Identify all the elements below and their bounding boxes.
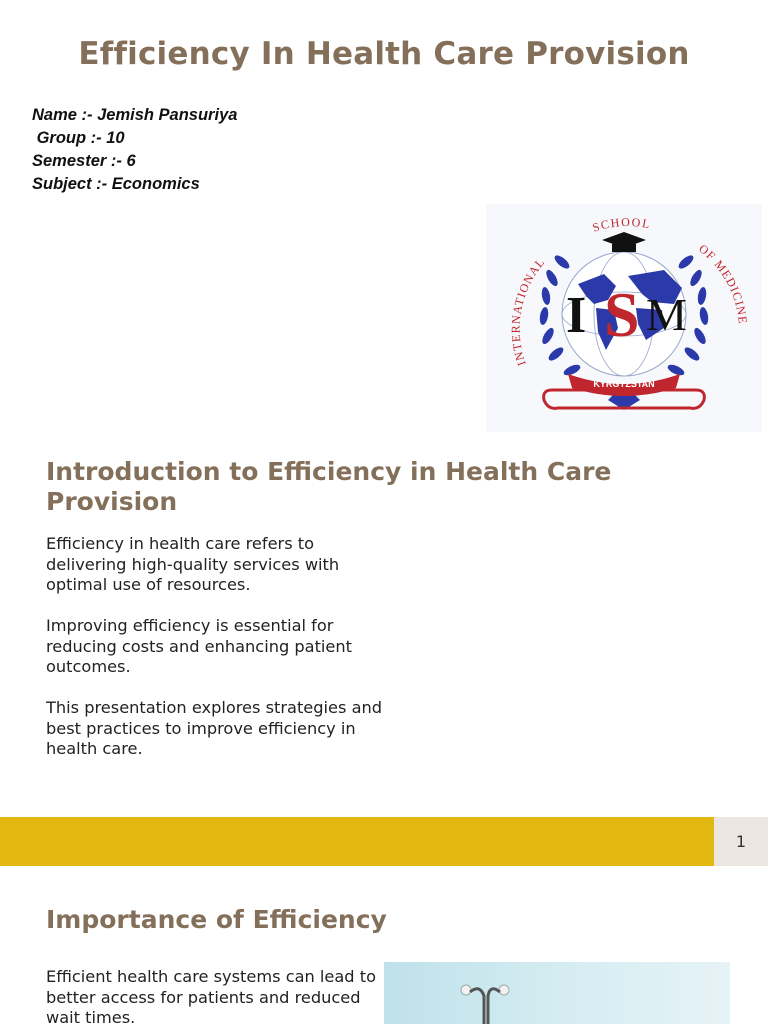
intro-paragraph-2: Improving efficiency is essential for reducing costs and enhancing patient outcomes. [46, 616, 352, 676]
importance-heading: Importance of Efficiency [46, 905, 387, 934]
graduation-cap-icon [602, 232, 646, 252]
student-subject: Subject :- Economics [32, 175, 200, 193]
logo-letter-i: I [566, 287, 587, 344]
intro-heading: Introduction to Efficiency in Health Care Provision [46, 457, 612, 516]
ism-logo-graphic [486, 204, 762, 432]
svg-text:SCHOOL [591, 215, 653, 235]
importance-paragraph: Efficient health care systems can lead to better access for patients and reduced wait times. [46, 967, 376, 1027]
footer-accent-bar [0, 817, 714, 866]
logo-letter-s: S [604, 279, 640, 350]
logo-school-text: SCHOOL [590, 214, 653, 235]
stethoscope-icon [384, 962, 730, 1024]
student-info [32, 104, 237, 196]
logo-letter-m: M [646, 289, 687, 340]
slide-title: Efficiency In Health Care Provision [78, 36, 690, 72]
student-name: Name :- Jemish Pansuriya [32, 106, 238, 124]
logo-kyrgyzstan-text: KYRGYZSTAN [593, 379, 655, 389]
logo-international-text: INTERNATIONAL [508, 254, 548, 368]
stethoscope-photo [384, 962, 730, 1024]
page-number: 1 [714, 817, 768, 866]
intro-paragraph-3: This presentation explores strategies and best practices to improve efficiency in health care. [46, 698, 383, 758]
ism-logo [486, 204, 762, 432]
logo-medicine-text: OF MEDICINE [696, 241, 751, 326]
intro-paragraph-1: Efficiency in health care refers to delivering high-quality services with optimal use of resources. [46, 534, 340, 594]
student-semester: Semester :- 6 [32, 152, 136, 170]
student-group: Group :- 10 [32, 129, 125, 147]
